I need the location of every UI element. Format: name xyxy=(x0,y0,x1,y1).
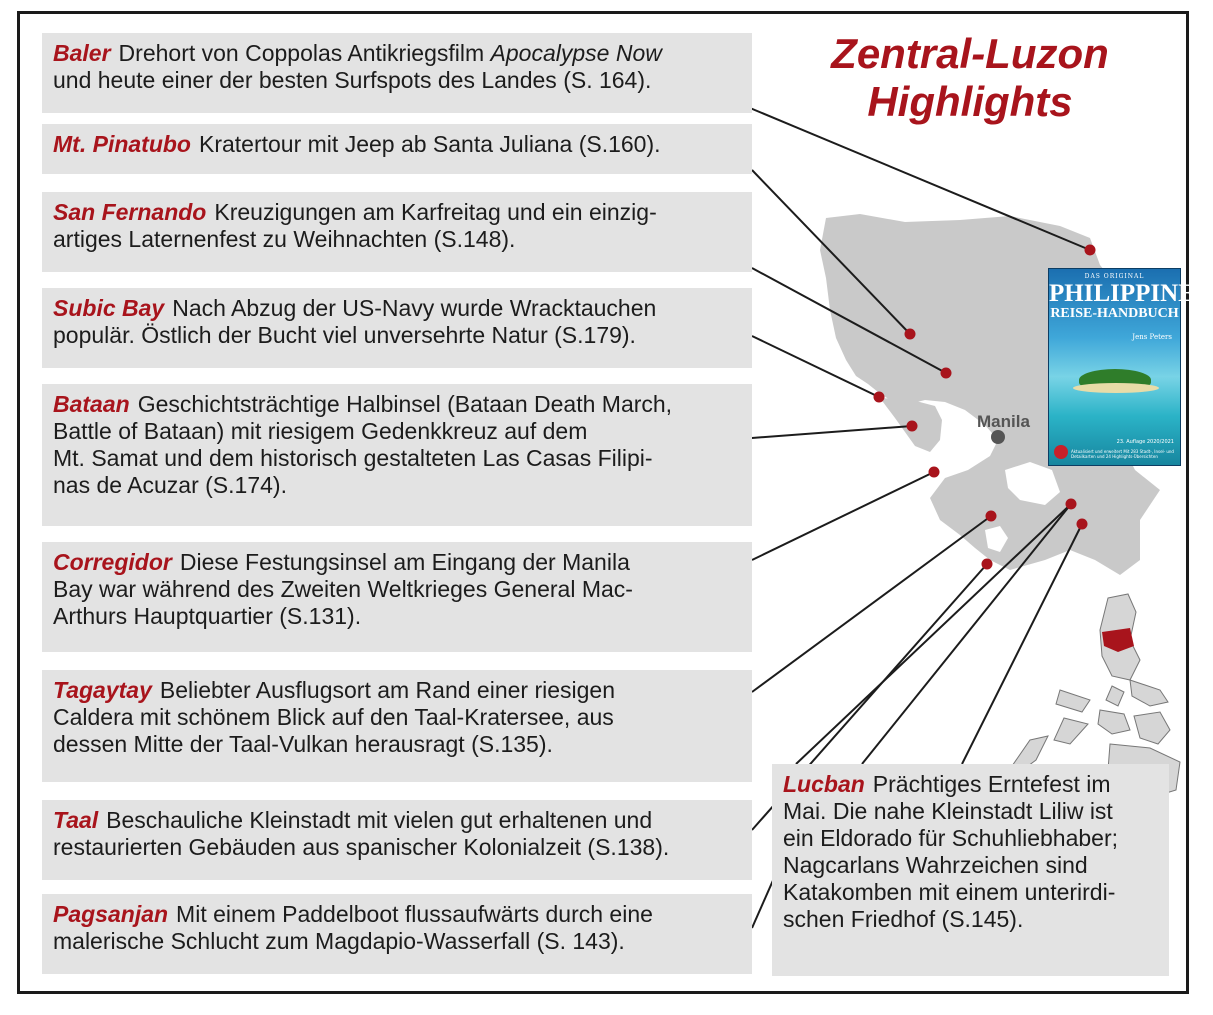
connector-corregidor xyxy=(752,472,934,560)
highlight-text: Drehort von Coppolas Antikriegsfilm xyxy=(118,40,491,66)
page-title xyxy=(800,30,1140,126)
highlight-text: restaurierten Gebäuden aus spanischer Kolonialzeit (S.138). xyxy=(53,834,670,860)
publisher-logo-icon xyxy=(1054,445,1068,459)
highlight-text: Kratertour mit Jeep ab Santa Juliana (S.160). xyxy=(198,131,661,157)
highlight-name: Bataan xyxy=(53,391,130,417)
book-beach-picture xyxy=(1073,383,1159,393)
title-line-1: Zentral-Luzon xyxy=(831,30,1109,77)
highlight-text: Arthurs Hauptquartier (S.131). xyxy=(53,603,362,629)
highlight-text: Beliebter Ausflugsort am Rand einer riesigen xyxy=(159,677,616,703)
highlight-text: malerische Schlucht zum Magdapio-Wasserfall (S. 143). xyxy=(53,928,625,954)
highlight-text: Mit einem Paddelboot flussaufwärts durch eine xyxy=(176,901,653,927)
marker-mt-pinatubo xyxy=(905,329,916,340)
manila-label: Manila xyxy=(977,412,1030,431)
highlight-text: Caldera mit schönem Blick auf den Taal-Kratersee, aus xyxy=(53,704,614,730)
marker-pagsanjan xyxy=(1066,499,1077,510)
book-note: Aktualisiert und erweitert Mit 283 Stadt-, Insel- und Detailkarten und 24 Highlights-Übersichten xyxy=(1071,449,1174,459)
highlight-text: ein Eldorado für Schuhliebhaber; xyxy=(783,825,1119,851)
highlight-name: Pagsanjan xyxy=(53,901,169,927)
book-top-label: DAS ORIGINAL xyxy=(1084,273,1145,280)
highlight-text: Kreuzigungen am Karfreitag und ein einzig- xyxy=(214,199,657,225)
connector-bataan xyxy=(752,426,912,438)
highlight-box-lucban xyxy=(772,764,1169,976)
highlight-text: Bay war während des Zweiten Weltkrieges General Mac- xyxy=(53,576,633,602)
marker-baler xyxy=(1085,245,1096,256)
highlight-text: artiges Laternenfest zu Weihnachten (S.148). xyxy=(53,226,516,252)
highlight-name: Baler xyxy=(53,40,111,66)
highlight-text: populär. Östlich der Bucht viel unversehrte Natur (S.179). xyxy=(53,322,636,348)
highlight-text: nas de Acuzar (S.174). xyxy=(53,472,287,498)
highlight-text: Geschichtsträchtige Halbinsel (Bataan Death March, xyxy=(137,391,673,417)
highlight-film-title: Apocalypse Now xyxy=(490,40,662,66)
highlight-box-mt-pinatubo xyxy=(42,124,752,174)
highlight-box-corregidor xyxy=(42,542,752,652)
highlight-text: Diese Festungsinsel am Eingang der Manila xyxy=(179,549,630,575)
highlight-box-bataan xyxy=(42,384,752,526)
highlight-box-pagsanjan xyxy=(42,894,752,974)
highlight-text: Nagcarlans Wahrzeichen sind xyxy=(783,852,1088,878)
book-edition: 23. Auflage 2020/2021 xyxy=(1116,439,1174,445)
book-title: PHILIPPINEN xyxy=(1049,280,1213,307)
highlight-name: Mt. Pinatubo xyxy=(53,131,191,157)
highlight-text: Katakomben mit einem unterirdi- xyxy=(783,879,1116,905)
marker-tagaytay xyxy=(986,511,997,522)
highlight-box-taal xyxy=(42,800,752,880)
connector-lucban-2 xyxy=(862,504,1071,764)
highlight-name: Lucban xyxy=(783,771,865,797)
highlight-name: San Fernando xyxy=(53,199,207,225)
marker-lucban xyxy=(1077,519,1088,530)
highlight-text: dessen Mitte der Taal-Vulkan herausragt (S.135). xyxy=(53,731,553,757)
highlight-name: Corregidor xyxy=(53,549,172,575)
highlight-name: Tagaytay xyxy=(53,677,152,703)
book-subtitle: REISE-HANDBUCH xyxy=(1050,306,1179,321)
highlight-text: Prächtiges Erntefest im xyxy=(872,771,1111,797)
highlight-text: und heute einer der besten Surfspots des Landes (S. 164). xyxy=(53,67,652,93)
highlight-box-tagaytay xyxy=(42,670,752,782)
marker-subic-bay xyxy=(874,392,885,403)
marker-corregidor xyxy=(929,467,940,478)
title-line-2: Highlights xyxy=(867,78,1073,125)
highlight-name: Subic Bay xyxy=(53,295,165,321)
marker-bataan xyxy=(907,421,918,432)
highlight-box-san-fernando xyxy=(42,192,752,272)
highlight-text: Battle of Bataan) mit riesigem Gedenkkreuz auf dem xyxy=(53,418,588,444)
highlight-text: Mai. Die nahe Kleinstadt Liliw ist xyxy=(783,798,1113,824)
highlight-text: schen Friedhof (S.145). xyxy=(783,906,1024,932)
highlight-text: Nach Abzug der US-Navy wurde Wracktauchen xyxy=(172,295,657,321)
highlight-box-subic-bay xyxy=(42,288,752,368)
highlight-name: Taal xyxy=(53,807,99,833)
highlight-text: Mt. Samat und dem historisch gestalteten Las Casas Filipi- xyxy=(53,445,653,471)
connector-lucban-1 xyxy=(796,504,1071,764)
highlight-box-baler xyxy=(42,33,752,113)
marker-taal xyxy=(982,559,993,570)
marker-san-fernando xyxy=(941,368,952,379)
book-author: Jens Peters xyxy=(1132,333,1172,341)
book-cover xyxy=(1048,268,1213,466)
manila-dot xyxy=(991,430,1005,444)
highlight-text: Beschauliche Kleinstadt mit vielen gut erhaltenen und xyxy=(106,807,653,833)
